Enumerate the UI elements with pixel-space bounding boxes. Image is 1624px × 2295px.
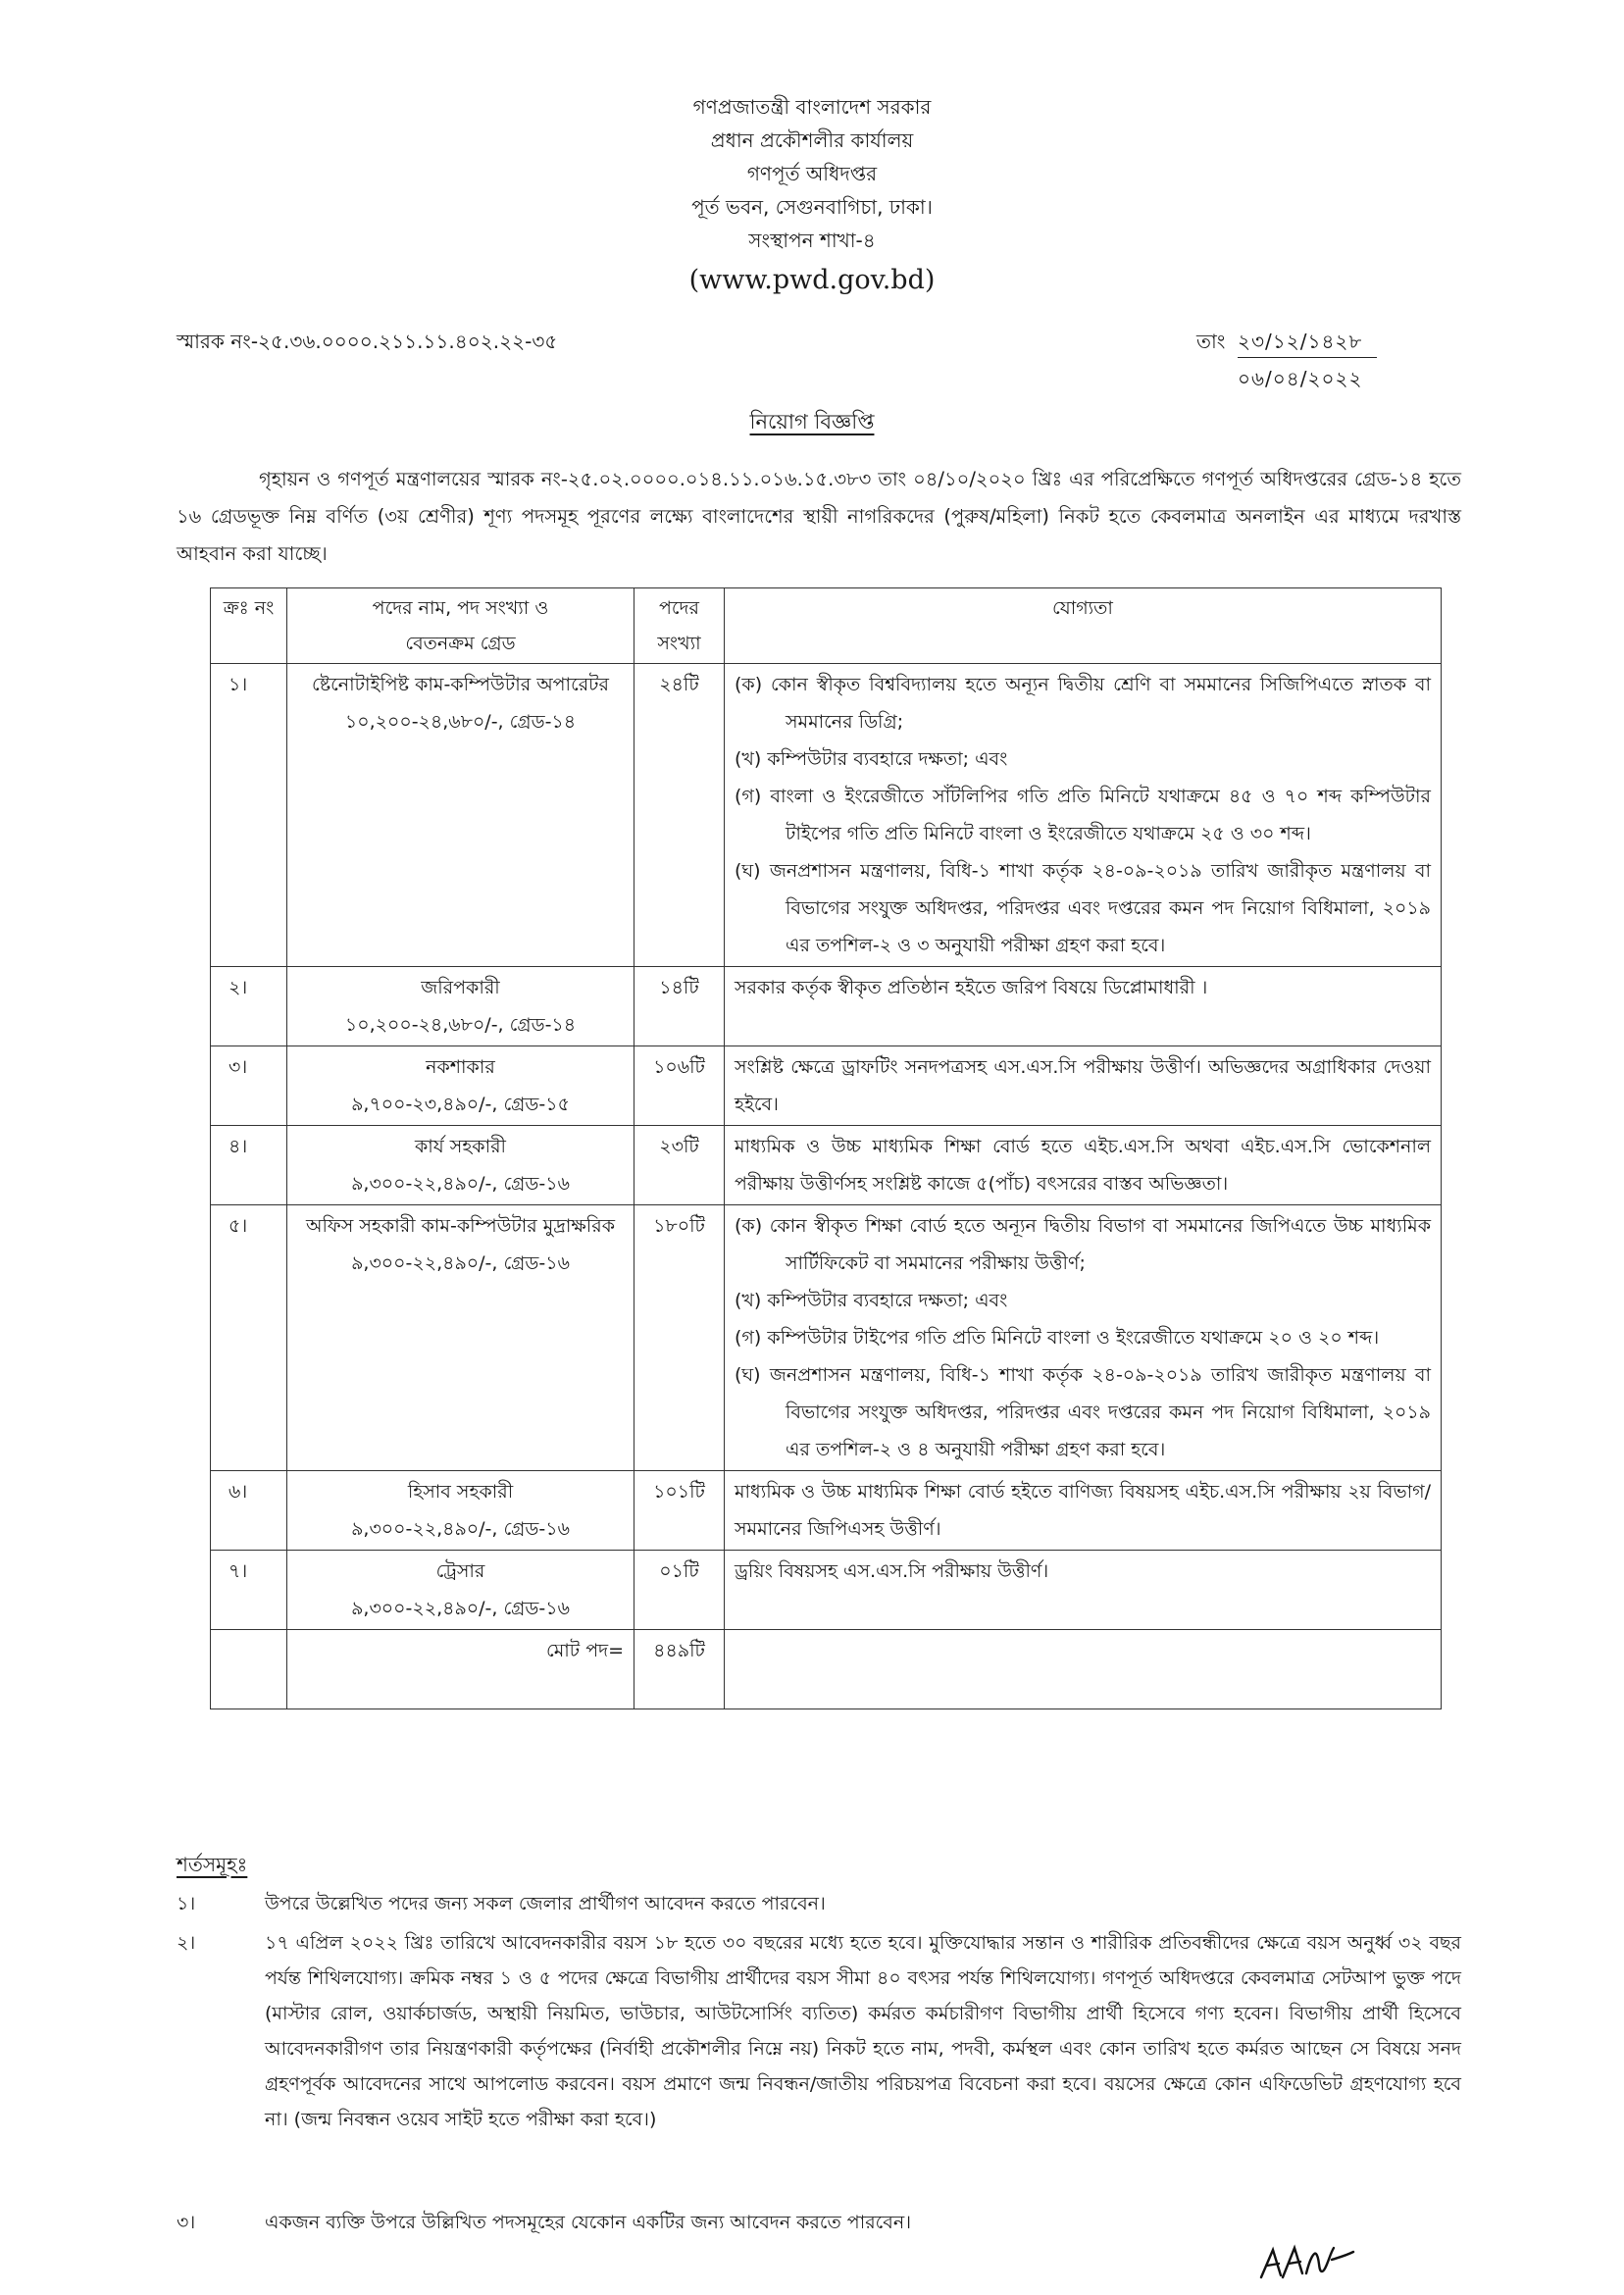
row-number: ২। [211,967,287,1046]
table-row [211,1471,1442,1551]
post-cell [287,1471,634,1551]
row-number: ৬। [211,1471,287,1551]
notice-title [0,406,1624,440]
condition-text: উপরে উল্লেখিত পদের জন্য সকল জেলার প্রার্থীগণ আবেদন করতে পারবেন। [265,1893,826,1914]
pay-scale: ১০,২০০-২৪,৬৮০/-, গ্রেড-১৪ [344,1014,577,1036]
row-number: ৫। [211,1205,287,1471]
header-line-section: সংস্থাপন শাখা-৪ [748,229,876,252]
table-total-row [211,1630,1442,1709]
pay-scale: ১০,২০০-২৪,৬৮০/-, গ্রেড-১৪ [344,711,577,733]
condition-number: ২। [177,1932,196,1954]
table-header-row [211,588,1442,664]
qualification-item: সংশ্লিষ্ট ক্ষেত্রে ড্রাফটিং সনদপত্রসহ এস.এস.সি পরীক্ষায় উত্তীর্ণ। অভিজ্ঞদের অগ্রাধিকার দেওয়া হইবে। [735,1056,1431,1115]
memo-number: স্মারক নং-২৫.৩৬.০০০০.২১১.১১.৪০২.২২-৩৫ [177,330,558,353]
qualification-item: (খ) কম্পিউটার ব্যবহারে দক্ষতা; এবং [735,1290,1008,1311]
post-name: কার্য সহকারী [414,1136,506,1157]
post-name: নকশাকার [426,1056,495,1078]
header-post [287,588,634,664]
header-qualification-text: যোগ্যতা [1052,597,1113,619]
header-line-government: গণপ্রজাতন্ত্রী বাংলাদেশ সরকার [692,95,932,119]
conditions-title-text: শর্তসমূহঃ [177,1853,248,1876]
qualification-item: মাধ্যমিক ও উচ্চ মাধ্যমিক শিক্ষা বোর্ড হতে এইচ.এস.সি অথবা এইচ.এস.সি ভোকেশনাল পরীক্ষায় উত্তীর্ণসহ সংশ্লিষ্ট কাজে ৫(পাঁচ) বৎসরের বাস্তব অভিজ্ঞতা। [735,1136,1431,1195]
qualification-item: (গ) বাংলা ও ইংরেজীতে সাঁটলিপির গতি প্রতি মিনিটে যথাক্রমে ৪৫ ও ৭০ শব্দ কম্পিউটার টাইপের গতি প্রতি মিনিটে বাংলা ও ইংরেজীতে যথাক্রমে ২৫ ও ৩০ শব্দ। [735,786,1431,844]
post-count: ২৩টি [634,1126,725,1205]
condition-text: একজন ব্যক্তি উপরে উল্লিখিত পদসমূহের যেকোন একটির জন্য আবেদন করতে পারবেন। [265,2212,912,2233]
qualification-item: (খ) কম্পিউটার ব্যবহারে দক্ষতা; এবং [735,748,1008,770]
post-name: হিসাব সহকারী [407,1481,514,1503]
total-count: ৪৪৯টি [634,1630,725,1709]
qualification-cell [725,1205,1442,1471]
table-row [211,1046,1442,1126]
post-name: ষ্টেনোটাইপিষ্ট কাম-কম্পিউটার অপারেটর [312,674,609,695]
header-website: (www.pwd.gov.bd) [688,265,936,295]
post-cell [287,967,634,1046]
post-name: জরিপকারী [421,977,500,998]
qualification-cell [725,1126,1442,1205]
post-cell [287,1046,634,1126]
conditions-title [177,1851,247,1883]
vacancy-table [210,587,1442,1709]
post-count: ২৪টি [634,664,725,967]
header-qualification [725,588,1442,664]
letterhead [0,90,1624,302]
post-cell [287,1551,634,1630]
header-line-office: প্রধান প্রকৌশলীর কার্যালয় [710,128,914,152]
header-line-department: গণপূর্ত অধিদপ্তর [746,162,878,185]
qualification-cell [725,664,1442,967]
row-number: ৪। [211,1126,287,1205]
post-count: ১৪টি [634,967,725,1046]
post-cell [287,664,634,967]
pay-scale: ৯,৩০০-২২,৪৯০/-, গ্রেড-১৬ [351,1518,570,1540]
date-label: তাং [1196,330,1226,353]
header-num-text: ক্রঃ নং [223,597,275,619]
pay-scale: ৯,৭০০-২৩,৪৯০/-, গ্রেড-১৫ [351,1094,570,1115]
qualification-item: (ঘ) জনপ্রশাসন মন্ত্রণালয়, বিধি-১ শাখা কর্তৃক ২৪-০৯-২০১৯ তারিখ জারীকৃত মন্ত্রণালয় বা বিভাগের সংযুক্ত অধিদপ্তর, পরিদপ্তর এবং দপ্তরের কমন পদ নিয়োগ বিধিমালা, ২০১৯ এর তপশিল-২ ও ৩ অনুযায়ী পরীক্ষা গ্রহণ করা হবে। [735,860,1431,956]
date-bangla: ২৩/১২/১৪২৮ [1238,330,1363,353]
post-name: অফিস সহকারী কাম-কম্পিউটার মুদ্রাক্ষরিক [306,1215,615,1237]
total-label: মোট পদ= [287,1630,634,1709]
header-post-line2: বেতনক্রম গ্রেড [405,633,516,654]
qualification-item: মাধ্যমিক ও উচ্চ মাধ্যমিক শিক্ষা বোর্ড হইতে বাণিজ্য বিষয়সহ এইচ.এস.সি পরীক্ষায় ২য় বিভাগ/সমমানের জিপিএসহ উত্তীর্ণ। [735,1481,1431,1540]
header-line-address: পূর্ত ভবন, সেগুনবাগিচা, ঢাকা। [691,195,933,219]
total-empty-qual [725,1630,1442,1709]
condition-item [177,1925,1461,2137]
qualification-item: ড্রয়িং বিষয়সহ এস.এস.সি পরীক্ষায় উত্তীর্ণ। [735,1560,1049,1582]
qualification-cell [725,1046,1442,1126]
table-row [211,664,1442,967]
pay-scale: ৯,৩০০-২২,৪৯০/-, গ্রেড-১৬ [351,1173,570,1195]
row-number: ৩। [211,1046,287,1126]
header-num [211,588,287,664]
post-count: ১০৬টি [634,1046,725,1126]
post-cell [287,1126,634,1205]
header-count-line1: পদের [659,597,699,619]
date-english: ০৬/০৪/২০২২ [1238,367,1363,390]
qualification-item: (ঘ) জনপ্রশাসন মন্ত্রণালয়, বিধি-১ শাখা কর্তৃক ২৪-০৯-২০১৯ তারিখ জারীকৃত মন্ত্রণালয় বা বিভাগের সংযুক্ত অধিদপ্তর, পরিদপ্তর এবং দপ্তরের কমন পদ নিয়োগ বিধিমালা, ২০১৯ এর তপশিল-২ ও ৪ অনুযায়ী পরীক্ষা গ্রহণ করা হবে। [735,1364,1431,1460]
qualification-cell [725,1551,1442,1630]
condition-item [177,1886,1461,1921]
notice-title-text: নিয়োগ বিজ্ঞপ্তি [749,410,875,434]
post-count: ১০১টি [634,1471,725,1551]
table-row [211,1551,1442,1630]
condition-number: ১। [177,1893,196,1914]
date-divider [1238,357,1377,358]
header-count-line2: সংখ্যা [657,633,701,654]
condition-number: ৩। [177,2212,196,2233]
row-number: ১। [211,664,287,967]
table-body [211,664,1442,1630]
intro-paragraph: গৃহায়ন ও গণপূর্ত মন্ত্রণালয়ের স্মারক নং-২৫.০২.০০০০.০১৪.১১.০১৬.১৫.৩৮৩ তাং ০৪/১০/২০২০ খ্রিঃ এর পরিপ্রেক্ষিতে গণপূর্ত অধিদপ্তরের গ্রেড-১৪ হতে ১৬ গ্রেডভূক্ত নিম্ন বর্ণিত (৩য় শ্রেণীর) শূণ্য পদসমূহ পূরণের লক্ষ্যে বাংলাদেশের স্থায়ী নাগরিকদের (পুরুষ/মহিলা) নিকট হতে কেবলমাত্র অনলাইন এর মাধ্যমে দরখাস্ত আহবান করা যাচ্ছে। [177,468,1461,565]
header-count [634,588,725,664]
header-post-line1: পদের নাম, পদ সংখ্যা ও [372,597,549,619]
post-count: ০১টি [634,1551,725,1630]
qualification-item: (ক) কোন স্বীকৃত শিক্ষা বোর্ড হতে অন্যূন দ্বিতীয় বিভাগ বা সমমানের জিপিএতে উচ্চ মাধ্যমিক সার্টিফিকেট বা সমমানের পরীক্ষায় উত্তীর্ণ; [735,1215,1431,1274]
table-row [211,967,1442,1046]
qualification-cell [725,967,1442,1046]
qualification-cell [725,1471,1442,1551]
qualification-item: সরকার কর্তৃক স্বীকৃত প্রতিষ্ঠান হইতে জরিপ বিষয়ে ডিপ্লোমাধারী । [735,977,1208,998]
condition-text: ১৭ এপ্রিল ২০২২ খ্রিঃ তারিখে আবেদনকারীর বয়স ১৮ হতে ৩০ বছরের মধ্যে হতে হবে। মুক্তিযোদ্ধার সন্তান ও শারীরিক প্রতিবন্ধীদের ক্ষেত্রে বয়স অনুর্ধ্ব ৩২ বছর পর্যন্ত শিথিলযোগ্য। ক্রমিক নম্বর ১ ও ৫ পদের ক্ষেত্রে বিভাগীয় প্রার্থীদের বয়স সীমা ৪০ বৎসর পর্যন্ত শিথিলযোগ্য। গণপূর্ত অধিদপ্তরে কেবলমাত্র সেটআপ ভুক্ত পদে (মাস্টার রোল, ওয়ার্কচার্জড, অস্থায়ী নিয়মিত, ভাউচার, আউটসোর্সিং ব্যতিত) কর্মরত কর্মচারীগণ বিভাগীয় প্রার্থী হিসেবে গণ্য হবেন। বিভাগীয় প্রার্থী হিসেবে আবেদনকারীগণ তার নিয়ন্ত্রণকারী কর্তৃপক্ষের (নির্বাহী প্রকৌশলীর নিম্নে নয়) নিকট হতে নাম, পদবী, কর্মস্থল এবং কোন তারিখ হতে কর্মরত আছেন সে বিষয়ে সনদ গ্রহণপূর্বক আবেদনের সাথে আপলোড করবেন। বয়স প্রমাণে জন্ম নিবন্ধন/জাতীয় পরিচয়পত্র বিবেচনা করা হবে। বয়সের ক্ষেত্রে কোন এফিডেভিট গ্রহণযোগ্য হবে না। (জন্ম নিবন্ধন ওয়েব সাইট হতে পরীক্ষা করা হবে।) [265,1932,1461,2130]
handwritten-signature [1255,2228,1363,2287]
table-row [211,1205,1442,1471]
qualification-item: (ক) কোন স্বীকৃত বিশ্ববিদ্যালয় হতে অন্যূন দ্বিতীয় শ্রেণি বা সমমানের সিজিপিএতে স্নাতক বা সমমানের ডিগ্রি; [735,674,1431,733]
post-cell [287,1205,634,1471]
total-empty-cell [211,1630,287,1709]
table-row [211,1126,1442,1205]
row-number: ৭। [211,1551,287,1630]
pay-scale: ৯,৩০০-২২,৪৯০/-, গ্রেড-১৬ [351,1252,570,1274]
pay-scale: ৯,৩০০-২২,৪৯০/-, গ্রেড-১৬ [351,1598,570,1619]
qualification-item: (গ) কম্পিউটার টাইপের গতি প্রতি মিনিটে বাংলা ও ইংরেজীতে যথাক্রমে ২০ ও ২০ শব্দ। [735,1327,1380,1349]
post-name: ট্রেসার [435,1560,485,1582]
post-count: ১৮০টি [634,1205,725,1471]
